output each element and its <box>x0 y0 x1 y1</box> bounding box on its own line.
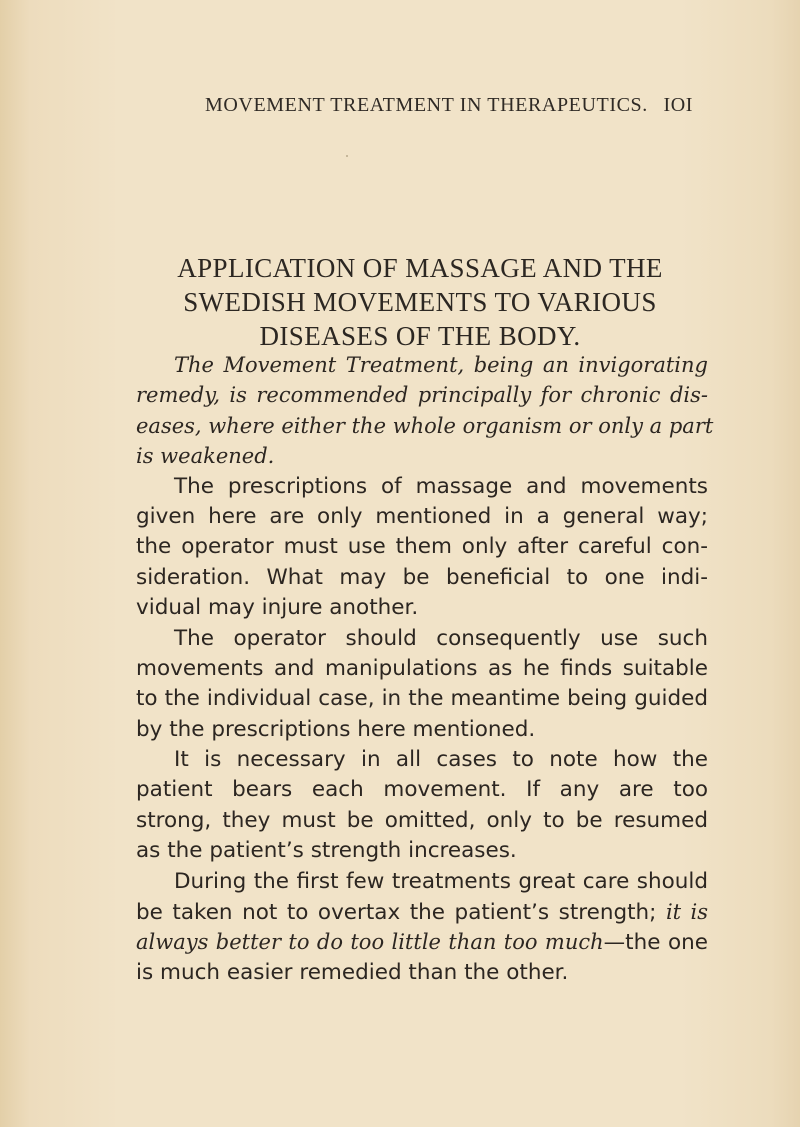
paragraph-line: During the first few treatments great care should <box>174 868 708 894</box>
chapter-title-line: APPLICATION OF MASSAGE AND THE <box>177 253 663 283</box>
paragraph-line: the operator must use them only after careful con- <box>136 534 708 560</box>
paragraph-line: sideration. What may be beneficial to one indi- <box>136 564 708 590</box>
chapter-title <box>120 251 720 353</box>
chapter-title-line: DISEASES OF THE BODY. <box>259 321 581 351</box>
italic-run: it is <box>665 900 708 925</box>
paragraph-line: patient bears each movement. If any are too <box>136 777 708 803</box>
paragraph-line: is much easier remedied than the other. <box>136 959 569 985</box>
intro-line: The Movement Treatment, being an invigorating <box>174 353 708 377</box>
paragraph-line: The prescriptions of massage and movements <box>174 473 708 499</box>
paragraph-line: movements and manipulations as he finds suitable <box>136 655 708 681</box>
page-number: IOI <box>663 94 694 116</box>
paper-speck <box>346 155 348 157</box>
paragraph-line: by the prescriptions here mentioned. <box>136 716 536 742</box>
paragraph-line: strong, they must be omitted, only to be resumed <box>136 807 708 833</box>
body-text <box>136 350 714 988</box>
intro-line: remedy, is recommended principally for chronic dis- <box>136 383 708 408</box>
roman-run: —the one <box>603 930 708 956</box>
running-head-title: MOVEMENT TREATMENT IN THERAPEUTICS. <box>205 94 648 116</box>
intro-line: eases, where either the whole organism or only a part <box>136 413 714 438</box>
running-head <box>205 94 715 117</box>
paragraph-line: to the individual case, in the meantime being guided <box>136 686 708 712</box>
paragraph-line <box>136 897 708 927</box>
italic-run: always better to do too little than too much <box>136 930 604 955</box>
paragraph-line: The operator should consequently use such <box>174 625 708 651</box>
intro-line: is weakened. <box>136 444 275 469</box>
roman-run: be taken not to overtax the patient’s strength; <box>136 900 657 926</box>
paragraph-line: It is necessary in all cases to note how the <box>174 747 708 773</box>
paragraph-line <box>136 927 708 957</box>
paragraph-line: given here are only mentioned in a general way; <box>136 503 708 529</box>
paragraph-line: as the patient’s strength increases. <box>136 838 517 864</box>
chapter-title-line: SWEDISH MOVEMENTS TO VARIOUS <box>183 287 657 317</box>
paragraph-line: vidual may injure another. <box>136 595 419 621</box>
